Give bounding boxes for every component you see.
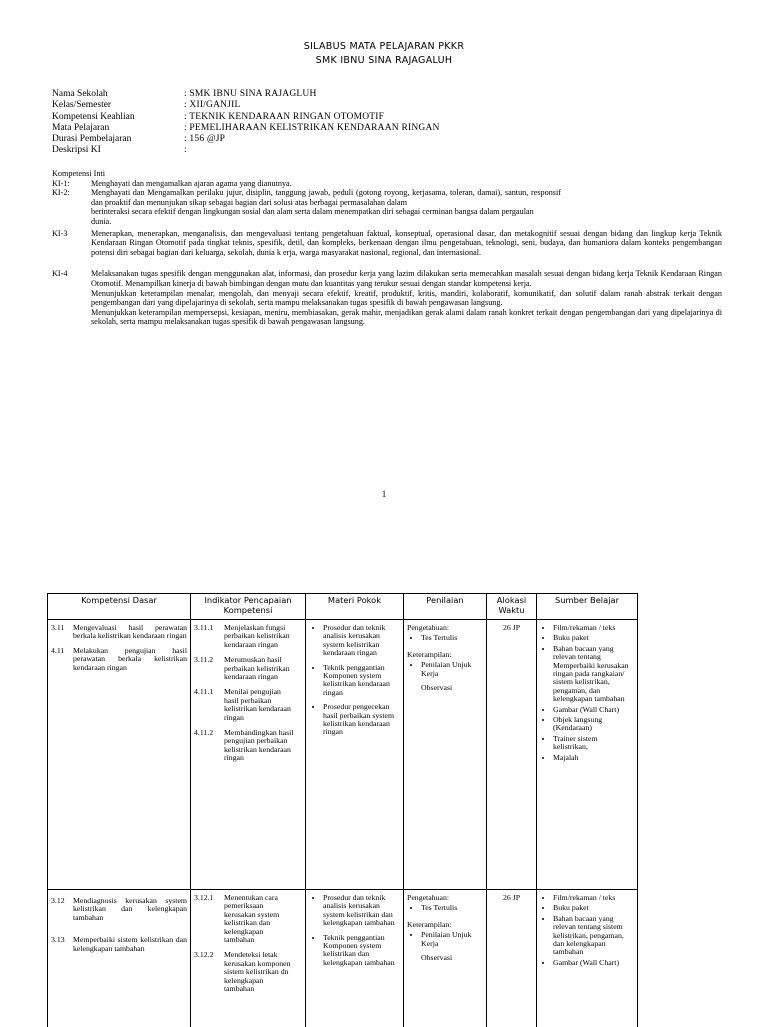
ki-item	[52, 188, 722, 226]
identity-value: : XII/GANJIL	[184, 100, 241, 111]
table-row	[48, 620, 638, 890]
indikator-code: 3.11.1	[194, 624, 224, 649]
identity-row	[52, 145, 440, 156]
kd-text: Memperbaiki sistem kelistrikan dan kelengkapan tambahan	[73, 936, 187, 953]
indikator-text: Membandingkan hasil pengujian perbaikan kelistrikan kendaraan ringan	[224, 729, 294, 763]
penilaian-item: Observasi	[407, 954, 483, 962]
indikator-text: Mendeteksi letak kerusakan komponen sistem kelistrikan dn kelengkapan tambahan	[224, 951, 294, 993]
identity-label: Kompetensi Keahlian	[52, 112, 184, 123]
sumber-item: • Majalah	[553, 754, 634, 762]
penilaian-label: Keterampilan:	[407, 921, 483, 929]
document-title: SILABUS MATA PELAJARAN PKKR	[0, 41, 768, 52]
identity-row	[52, 100, 440, 111]
sumber-item: • Film/rekaman / teks	[553, 624, 634, 632]
column-header: Alokasi Waktu	[487, 594, 537, 620]
materi-cell	[306, 620, 404, 890]
indikator-code: 3.12.1	[194, 894, 224, 944]
ki-text: berinteraksi secara efektif dengan lingkungan sosial dan alam serta dalam menempatkan diri sebagai cerminan bangsa dalam pergaulan	[91, 207, 561, 217]
indikator-code: 3.11.2	[194, 656, 224, 681]
ki-text: dunia.	[91, 217, 561, 227]
kd-code: 4.11	[51, 647, 73, 672]
materi-item: • Prosedur dan teknik analisis kerusakan system kelistrikan dan kelengkapan tambahan	[323, 894, 400, 928]
identity-value: :	[184, 145, 187, 156]
materi-cell	[306, 890, 404, 1027]
penilaian-cell	[404, 620, 487, 890]
school-title: SMK IBNU SINA RAJAGALUH	[0, 55, 768, 66]
kd-code: 3.12	[51, 897, 73, 922]
kd-text: Mendiagnosis kerusakan system kelistrikan dan kelengkapan tambahan	[73, 897, 187, 922]
materi-item: • Prosedur pengecekan hasil perbaikan system kelistrikan kendaraan ringan	[323, 703, 400, 737]
penilaian-item: • Penilaian Unjuk Kerja	[421, 661, 483, 678]
materi-item: • Teknik penggantian Komponen system kelistrikan dan kelengkapan tambahan	[323, 934, 400, 968]
identity-value: : 156 @JP	[184, 134, 225, 145]
ki-text: Menunjukkan keterampilan mempersepsi, kesiapan, meniru, membiasakan, gerak mahir, menjadikan gerak alami dalam ranah konkret terkait dengan pengembangan dari yang dipelajarinya di sekolah, serta mampu melaksanakan tugas spesifik di bawah pengawasan langsung.	[91, 308, 722, 327]
penilaian-label: Pengetahuan:	[407, 624, 483, 632]
sumber-cell	[537, 620, 638, 890]
materi-item: • Prosedur dan teknik analisis kerusakan system kelistrikan kendaraan ringan	[323, 624, 400, 658]
ki-text: Menghayati dan mengamalkan ajaran agama yang dianutnya.	[91, 179, 292, 189]
sumber-item: • Buku paket	[553, 634, 634, 642]
indikator-cell	[191, 620, 306, 890]
ki-text: Menunjukkan keterampilan menalar, mengolah, dan menyaji secara efektif, kreatif, produktif, kritis, mandiri, kolaboratif, komunikatif, dan solutif dalam ranah abstrak terkait dengan pengembangan dari yang dipelajarinya di sekolah, serta mampu melaksanakan tugas spesifik di bawah pengawasan langsung.	[91, 289, 722, 308]
identity-value: : SMK IBNU SINA RAJAGLUH	[184, 89, 317, 100]
sumber-item: • Trainer sistem kelistrikan,	[553, 735, 634, 752]
penilaian-item: • Penilaian Unjuk Kerja	[421, 931, 483, 948]
sumber-cell	[537, 890, 638, 1027]
penilaian-label: Keterampilan:	[407, 651, 483, 659]
identity-row	[52, 123, 440, 134]
ki-code: KI-3	[52, 229, 91, 258]
sumber-item: • Bahan bacaan yang relevan tentang sistem kelistrikan, pengaman, dan kelengkapan tambahan	[553, 915, 634, 957]
column-header: Sumber Belajar	[537, 594, 638, 620]
kd-code: 3.11	[51, 624, 73, 641]
indikator-code: 4.11.1	[194, 688, 224, 722]
identity-label: Kelas/Semester	[52, 100, 184, 111]
sumber-item: • Gambar (Wall Chart)	[553, 706, 634, 714]
ki-code: KI-4	[52, 269, 91, 327]
ki-text: Melaksanakan tugas spesifik dengan menggunakan alat, informasi, dan prosedur kerja yang lazim dilakukan serta memecahkan masalah sesuai dengan bidang kerja Teknik Kendaraan Ringan Otomotif. Menampilkan kinerja di bawah bimbingan dengan mutu dan kuantitas yang terukur sesuai dengan standar kompetensi kerja.	[91, 269, 722, 288]
indikator-code: 4.11.2	[194, 729, 224, 763]
indikator-text: Menilai pengujian hasil perbaikan kelistrikan kendaraan ringan	[224, 688, 294, 722]
sumber-item: • Film/rekaman / teks	[553, 894, 634, 902]
indikator-cell	[191, 890, 306, 1027]
identity-label: Mata Pelajaran	[52, 123, 184, 134]
identity-value: : TEKNIK KENDARAAN RINGAN OTOMOTIF	[184, 112, 384, 123]
column-header: Materi Pokok	[306, 594, 404, 620]
identity-value: : PEMELIHARAAN KELISTRIKAN KENDARAAN RINGAN	[184, 123, 440, 134]
indikator-code: 3.12.2	[194, 951, 224, 993]
kd-code: 3.13	[51, 936, 73, 953]
penilaian-label: Pengetahuan:	[407, 894, 483, 902]
table-header-row	[48, 594, 638, 620]
ki-text: Menghayati dan Mengamalkan perilaku jujur, disiplin, tanggung jawab, peduli (gotong royong, kerjasama, toleran, damai), santun, responsif dan proaktif dan menunjukan sikap sebagai bagian dari solusi atas berbagai permasalahan dalam	[91, 188, 561, 207]
penilaian-cell	[404, 890, 487, 1027]
indikator-text: Merumuskan hasil perbaikan kelistrikan kendaraan ringan	[224, 656, 294, 681]
alokasi-cell: 26 JP	[487, 890, 537, 1027]
penilaian-item: • Tes Tertulis	[421, 904, 483, 912]
indikator-text: Menjelaskan fungsi perbaikan kelistrikan kendaraan ringan	[224, 624, 294, 649]
kd-cell	[48, 890, 191, 1027]
ki-item	[52, 269, 722, 327]
ki-code: KI-1:	[52, 179, 91, 189]
column-header: Kompetensi Dasar	[48, 594, 191, 620]
kd-cell	[48, 620, 191, 890]
ki-code: KI-2:	[52, 188, 91, 226]
penilaian-item: Observasi	[407, 684, 483, 692]
table-row	[48, 890, 638, 1027]
identity-row	[52, 112, 440, 123]
identity-label: Deskripsi KI	[52, 145, 184, 156]
ki-text: Menerapkan, menerapkan, menganalisis, dan mengevaluasi tentang pengetahuan faktual, konseptual, operasional dasar, dan metakognitif sesuai dengan bidang dan lingkup kerja Teknik Kendaraan Ringan Otomotif pada tingkat teknis, spesifik, detil, dan kompleks, berkenaan dengan ilmu pengetahuan, teknologi, seni, budaya, dan humaniora dalam konteks pengembangan potensi diri sebagai bagian dari keluarga, sekolah, dunia k erja, warga masyarakat nasional, regional, dan internasional.	[91, 229, 722, 258]
alokasi-cell: 26 JP	[487, 620, 537, 890]
identity-row	[52, 89, 440, 100]
materi-item: • Teknik penggantian Komponen system kelistrikan kendaraan ringan	[323, 664, 400, 698]
indikator-text: Menentukan cara pemeriksaan kerusakan system kelistrikan dan kelengkapan tambahan	[224, 894, 294, 944]
column-header: Penilaian	[404, 594, 487, 620]
identity-label: Durasi Pembelajaran	[52, 134, 184, 145]
identity-row	[52, 134, 440, 145]
sumber-item: • Buku paket	[553, 904, 634, 912]
silabus-table	[47, 593, 638, 1027]
column-header: Indikator Pencapaian Kompetensi	[191, 594, 306, 620]
identity-block	[52, 89, 440, 157]
identity-label: Nama Sekolah	[52, 89, 184, 100]
sumber-item: • Gambar (Wall Chart)	[553, 959, 634, 967]
penilaian-item: • Tes Tertulis	[421, 634, 483, 642]
sumber-item: • Objek langsung (Kendaraan)	[553, 716, 634, 733]
kompetensi-inti-section	[52, 169, 722, 327]
sumber-item: • Bahan bacaan yang relevan tentang Memperbaiki kerusakan ringan pada rangkaian/ sistem kelistrikan, pengaman, dan kelengkapan tambahan	[553, 645, 634, 704]
page-number: 1	[0, 489, 768, 499]
ki-item	[52, 229, 722, 258]
kd-text: Mengevaluasi hasil perawatan berkala kelistrikan kendaraan ringan	[73, 624, 187, 641]
ki-heading: Kompetensi Inti	[52, 169, 722, 179]
kd-text: Melakukan pengujian hasil perawatan berkala kelistrikan kendaraan ringan	[73, 647, 187, 672]
ki-item	[52, 179, 722, 189]
